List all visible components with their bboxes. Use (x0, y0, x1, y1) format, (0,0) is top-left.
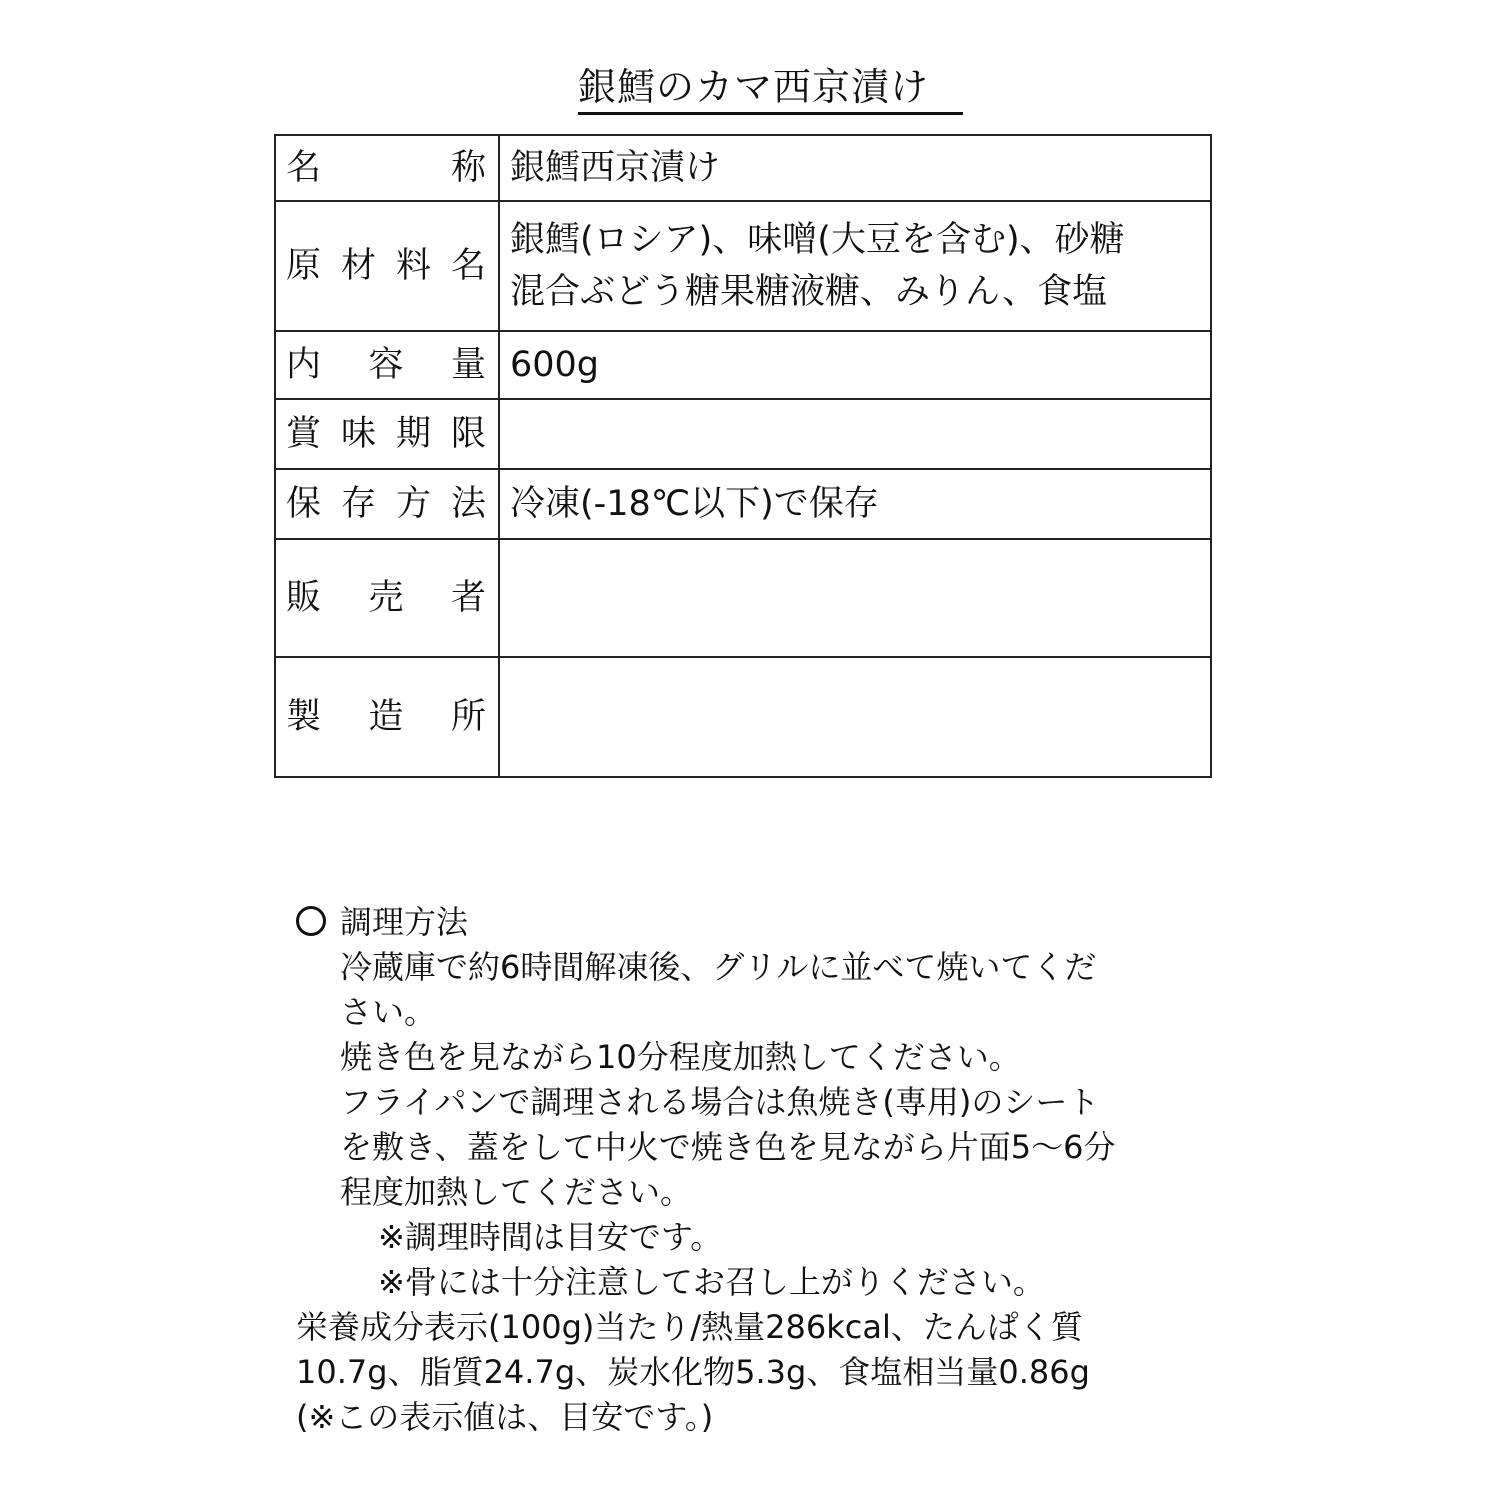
label-key-name: 名 称 (275, 135, 499, 201)
label-value-manufacturer (499, 657, 1211, 777)
label-value-seller (499, 539, 1211, 657)
label-value-ingredients: 銀鱈(ロシア)、味噌(大豆を含む)、砂糖 混合ぶどう糖果糖液糖、みりん、食塩 (499, 201, 1211, 331)
cooking-section (296, 900, 1296, 1440)
label-row-name (275, 135, 1211, 201)
label-key-manufacturer: 製造所 (275, 657, 499, 777)
label-value-best-before (499, 399, 1211, 469)
nutrition-facts (296, 1305, 1196, 1440)
cooking-note: ※骨には十分注意してお召し上がりください。 (378, 1263, 1045, 1301)
label-value-storage: 冷凍(-18℃以下)で保存 (499, 469, 1211, 539)
cooking-instructions (340, 945, 1220, 1305)
cooking-heading-text: 調理方法 (340, 903, 469, 941)
label-value-name: 銀鱈西京漬け (499, 135, 1211, 201)
label-row-storage (275, 469, 1211, 539)
nutrition-line: (※この表示値は、目安です。) (296, 1398, 714, 1436)
label-key-storage: 保存方法 (275, 469, 499, 539)
label-key-seller: 販売者 (275, 539, 499, 657)
label-value-quantity: 600g (499, 331, 1211, 399)
label-row-ingredients (275, 201, 1211, 331)
label-key-quantity: 内容量 (275, 331, 499, 399)
cooking-line: 冷蔵庫で約6時間解凍後、グリルに並べて焼いてくだ (340, 948, 1097, 986)
nutrition-line: 栄養成分表示(100g)当たり/熱量286kcal、たんぱく質 (296, 1308, 1083, 1346)
product-title: 銀鱈のカマ西京漬け (578, 62, 963, 115)
label-key-ingredients: 原材料名 (275, 201, 499, 331)
cooking-note: ※調理時間は目安です。 (378, 1218, 723, 1256)
cooking-heading (296, 900, 1296, 945)
label-key-best-before: 賞味期限 (275, 399, 499, 469)
circle-bullet-icon (296, 906, 326, 936)
label-row-seller (275, 539, 1211, 657)
nutrition-line: 10.7g、脂質24.7g、炭水化物5.3g、食塩相当量0.86g (296, 1353, 1090, 1391)
cooking-line: を敷き、蓋をして中火で焼き色を見ながら片面5～6分 (340, 1128, 1116, 1166)
label-row-manufacturer (275, 657, 1211, 777)
label-row-quantity (275, 331, 1211, 399)
label-row-best-before (275, 399, 1211, 469)
cooking-line: フライパンで調理される場合は魚焼き(専用)のシート (340, 1083, 1100, 1121)
cooking-line: 程度加熱してください。 (340, 1173, 693, 1211)
cooking-line: 焼き色を見ながら10分程度加熱してください。 (340, 1038, 1021, 1076)
cooking-line: さい。 (340, 993, 437, 1031)
food-label-table (274, 134, 1212, 778)
